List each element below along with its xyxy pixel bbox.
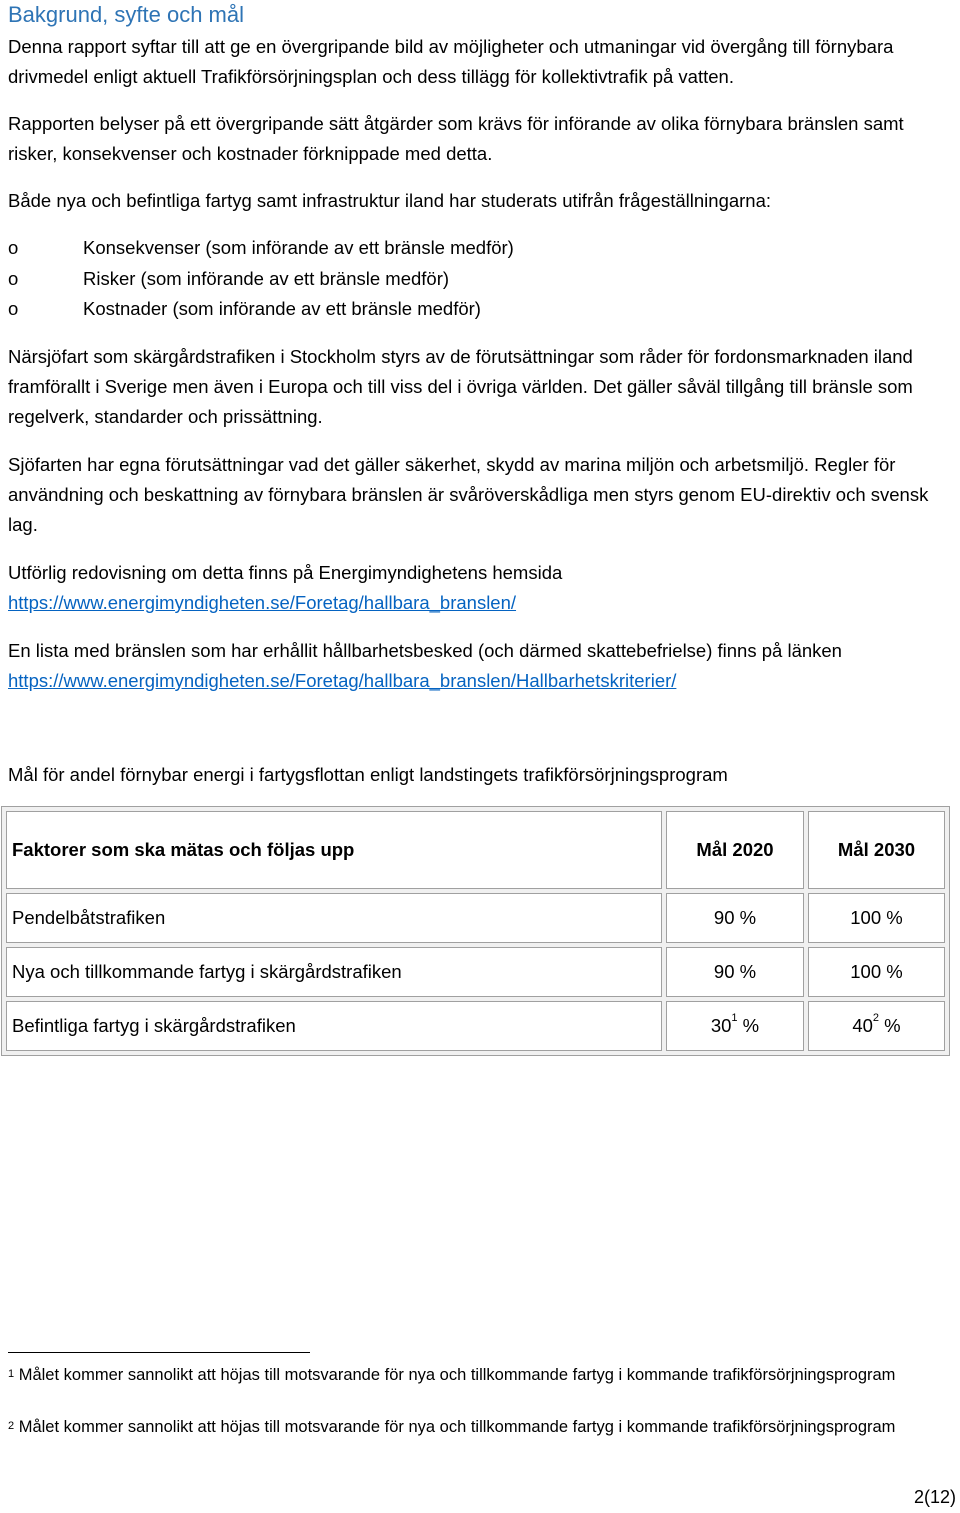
- bullet-marker: o: [8, 298, 19, 319]
- footnote-ref-2: 2: [872, 1012, 880, 1024]
- paragraph-text: En lista med bränslen som har erhållit hållbarhetsbesked (och därmed skattebefrielse) finns på länken: [8, 640, 842, 661]
- bullet-marker: o: [8, 237, 19, 258]
- goal-2020-value: 90 %: [666, 893, 804, 943]
- paragraph-scope: Rapporten belyser på ett övergripande sätt åtgärder som krävs för införande av olika förnybara bränslen samt risker, konsekvenser och kostnader förknippade med detta.: [8, 113, 904, 164]
- header-factors: Faktorer som ska mätas och följas upp: [6, 811, 662, 889]
- questions-list: [8, 233, 952, 325]
- table-header-row: [6, 811, 945, 889]
- row-label: Nya och tillkommande fartyg i skärgårdstrafiken: [6, 947, 662, 997]
- footnote-divider: [8, 1352, 310, 1353]
- footnote-1: [8, 1362, 908, 1388]
- list-item-text: Kostnader (som införande av ett bränsle medför): [83, 298, 481, 319]
- goal-2030-value: 100 %: [808, 893, 945, 943]
- list-item: [8, 233, 952, 264]
- paragraph-regulations: Sjöfarten har egna förutsättningar vad det gäller säkerhet, skydd av marina miljön och arbetsmiljö. Regler för användning och beskattning av förnybara bränslen är svåröverskådliga men styrs genom EU-direktiv och svensk lag.: [8, 454, 929, 535]
- footnote-ref-1: 1: [731, 1012, 738, 1024]
- footnote-mark: 1: [8, 1368, 15, 1380]
- paragraph-sustainability-list: [8, 636, 952, 696]
- renewable-goals-table: [1, 806, 950, 1056]
- table-caption: Mål för andel förnybar energi i fartygsflottan enligt landstingets trafikförsörjningsprogram: [8, 764, 728, 785]
- section-heading: Bakgrund, syfte och mål: [8, 2, 245, 27]
- value-unit: %: [737, 1015, 760, 1036]
- value-unit: %: [879, 1015, 901, 1036]
- footnote-text: Målet kommer sannolikt att höjas till motsvarande för nya och tillkommande fartyg i kommande trafikförsörjningsprogram: [18, 1418, 896, 1436]
- header-goal-2030: Mål 2030: [808, 811, 945, 889]
- value-number: 40: [852, 1015, 873, 1036]
- row-label: Pendelbåtstrafiken: [6, 893, 662, 943]
- footnote-2: [8, 1414, 908, 1440]
- goal-2030-value: [808, 1001, 945, 1051]
- energy-agency-link[interactable]: https://www.energimyndigheten.se/Foretag/hallbara_branslen/: [8, 592, 517, 613]
- list-item-text: Risker (som införande av ett bränsle medför): [83, 267, 450, 289]
- header-goal-2020: Mål 2020: [666, 811, 804, 889]
- table-row: [6, 1001, 945, 1051]
- goal-2030-value: 100 %: [808, 947, 945, 997]
- goal-2020-value: [666, 1001, 804, 1051]
- paragraph-coastal-shipping: Närsjöfart som skärgårdstrafiken i Stockholm styrs av de förutsättningar som råder för fordonsmarknaden iland framförallt i Sverige men även i Europa och till viss del i övriga världen. Det gäller såväl tillgång till bränsle som regelverk, standarder och prissättning.: [8, 346, 913, 427]
- table-row: [6, 893, 945, 943]
- paragraph-energy-agency: [8, 558, 952, 618]
- list-item: [8, 294, 952, 325]
- table-row: [6, 947, 945, 997]
- bullet-marker: o: [8, 267, 19, 289]
- paragraph-questions-intro: Både nya och befintliga fartyg samt infrastruktur iland har studerats utifrån frågeställningarna:: [8, 190, 772, 211]
- paragraph-purpose: Denna rapport syftar till att ge en övergripande bild av möjligheter och utmaningar vid övergång till förnybara drivmedel enligt aktuell Trafikförsörjningsplan och dess tillägg för kollektivtrafik på vatten.: [8, 36, 894, 87]
- sustainability-criteria-link[interactable]: https://www.energimyndigheten.se/Foretag/hallbara_branslen/Hallbarhetskriterier/: [8, 670, 677, 691]
- list-item-text: Konsekvenser (som införande av ett bränsle medför): [83, 237, 514, 258]
- page-number: 2(12): [913, 1487, 956, 1507]
- footnote-text: Målet kommer sannolikt att höjas till motsvarande för nya och tillkommande fartyg i kommande trafikförsörjningsprogram: [18, 1366, 896, 1384]
- value-number: 30: [710, 1015, 732, 1036]
- list-item: [8, 264, 952, 295]
- paragraph-text: Utförlig redovisning om detta finns på Energimyndighetens hemsida: [8, 562, 563, 583]
- goal-2020-value: 90 %: [666, 947, 804, 997]
- row-label: Befintliga fartyg i skärgårdstrafiken: [6, 1001, 662, 1051]
- footnote-mark: 2: [8, 1420, 15, 1432]
